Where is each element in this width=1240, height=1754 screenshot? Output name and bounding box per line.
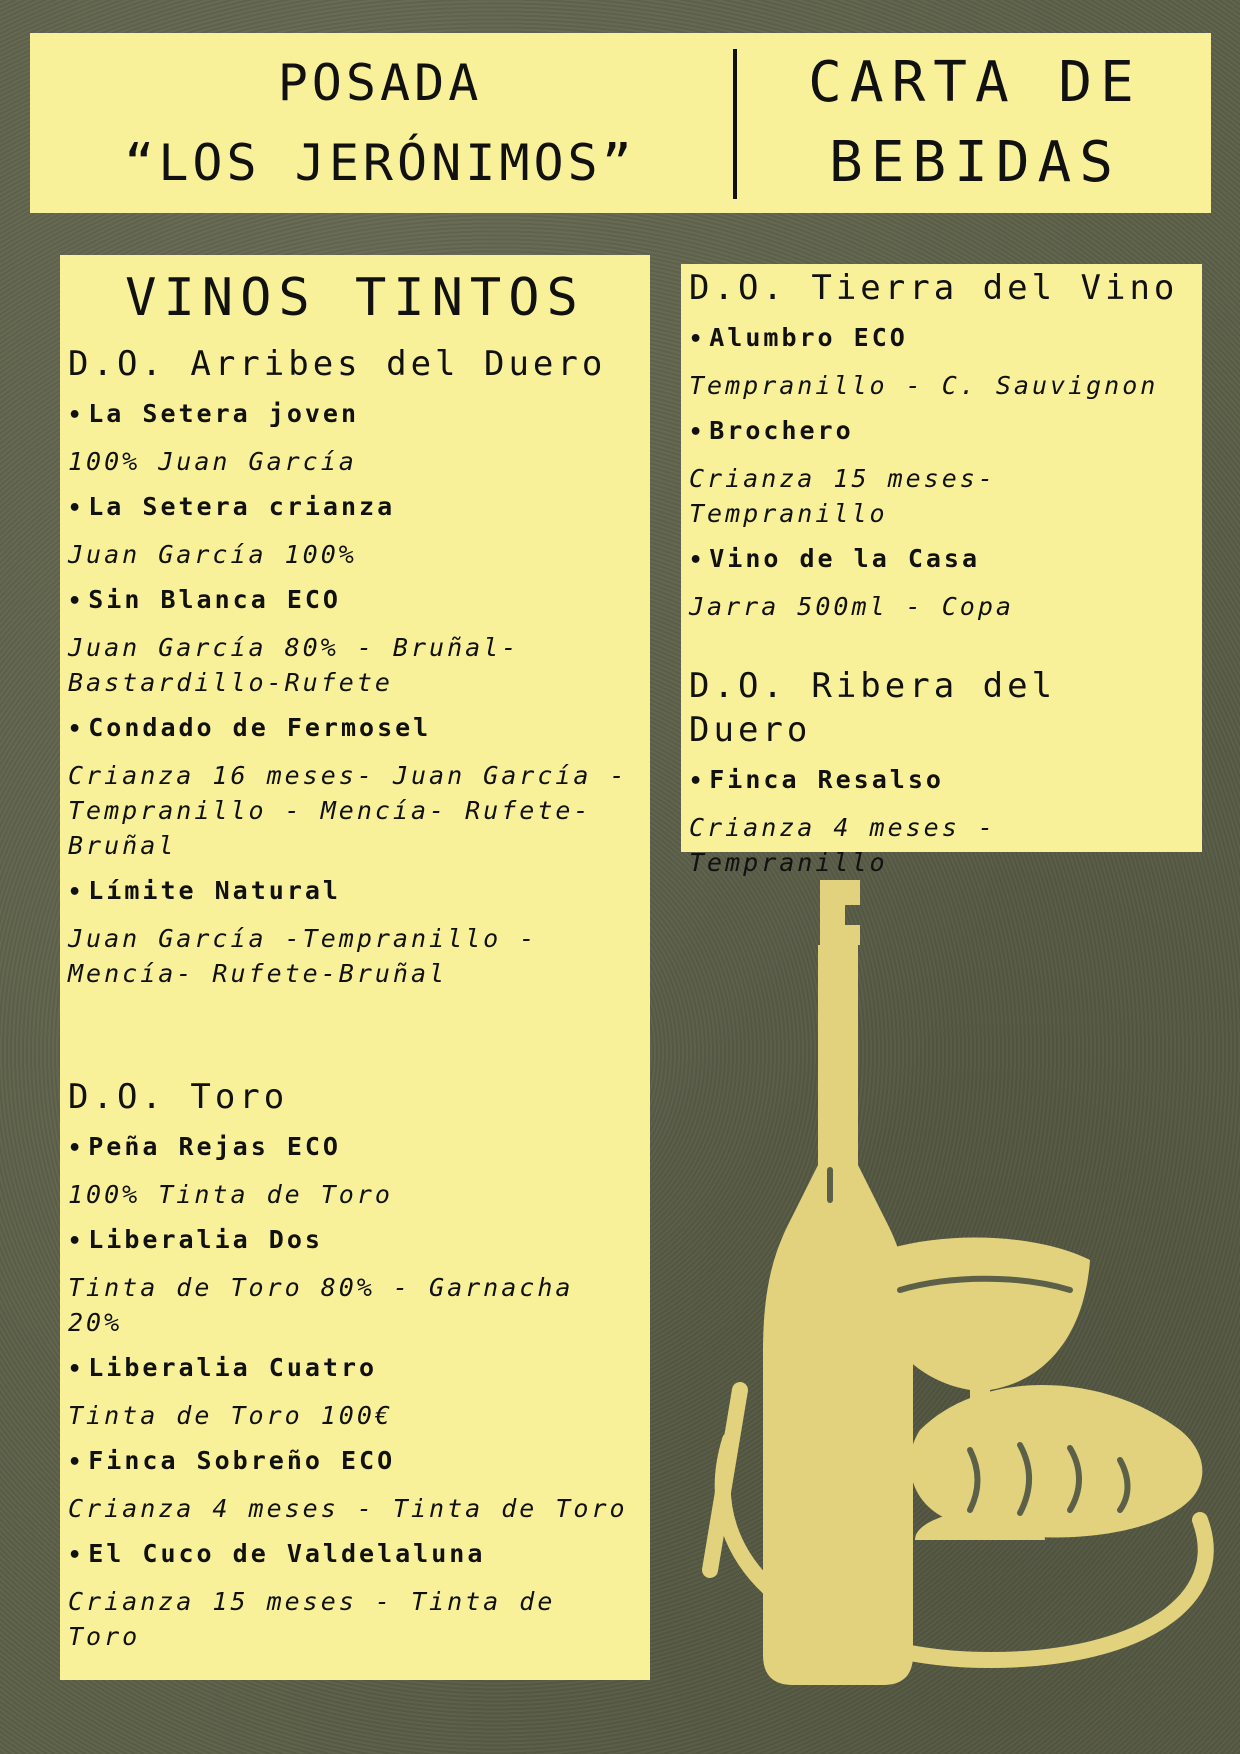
section-title: D.O. Tierra del Vino	[689, 268, 1179, 308]
wine-name: • La Setera joven	[68, 399, 360, 428]
bullet-icon: •	[68, 1229, 85, 1254]
wine-name: • Condado de Fermosel	[68, 713, 432, 742]
section-title: D.O. Ribera del Duero	[689, 666, 1057, 750]
wine-item	[68, 398, 642, 479]
wine-item	[68, 1352, 642, 1433]
bullet-icon: •	[68, 496, 85, 521]
wine-name: • Peña Rejas ECO	[68, 1132, 341, 1161]
bullet-icon: •	[689, 769, 706, 794]
wine-item	[689, 415, 1194, 531]
wine-item	[689, 764, 1194, 880]
wine-name: • Brochero	[689, 416, 854, 445]
wine-name: • Finca Sobreño ECO	[68, 1446, 396, 1475]
bullet-icon: •	[68, 717, 85, 742]
section-tierra-del-vino	[689, 266, 1194, 624]
bullet-icon: •	[689, 420, 706, 445]
wine-name: • La Setera crianza	[68, 492, 396, 521]
section-ribera-del-duero	[689, 664, 1194, 880]
wine-name: • El Cuco de Valdelaluna	[68, 1539, 486, 1568]
wine-name: • Límite Natural	[68, 876, 341, 905]
wine-item	[689, 543, 1194, 624]
bullet-icon: •	[68, 1357, 85, 1382]
bullet-icon: •	[689, 548, 706, 573]
wine-item	[68, 1224, 642, 1340]
wine-description: Crianza 15 meses-Tempranillo	[689, 464, 996, 528]
wine-name: • Alumbro ECO	[689, 323, 908, 352]
bullet-icon: •	[68, 1450, 85, 1475]
red-wines-panel	[60, 255, 650, 1680]
wine-description: Jarra 500ml - Copa	[689, 592, 1014, 621]
restaurant-name	[30, 33, 730, 213]
bullet-icon: •	[689, 327, 706, 352]
bullet-icon: •	[68, 403, 85, 428]
wine-item	[68, 1538, 642, 1654]
other-wines-panel	[681, 264, 1202, 877]
wine-bottle-glass-icon	[670, 870, 1230, 1730]
section-arribes	[68, 342, 642, 991]
menu-header	[30, 33, 1211, 213]
red-wines-title: VINOS TINTOS	[125, 268, 585, 328]
bullet-icon: •	[68, 1543, 85, 1568]
bullet-icon: •	[68, 880, 85, 905]
wine-description: Tinta de Toro 100€	[68, 1401, 393, 1430]
section-title: D.O. Arribes del Duero	[68, 344, 607, 384]
wine-item	[68, 1131, 642, 1212]
wine-description: Juan García 80% - Bruñal-Bastardillo-Rufete	[68, 633, 520, 697]
wine-description: Tempranillo - C. Sauvignon	[689, 371, 1159, 400]
menu-title-line2: BEBIDAS	[828, 130, 1121, 195]
restaurant-name-line2: “LOS JERÓNIMOS”	[124, 134, 636, 192]
menu-title	[765, 33, 1185, 213]
wine-item	[68, 712, 642, 863]
bullet-icon: •	[68, 589, 85, 614]
header-divider	[733, 49, 737, 199]
wine-item	[68, 584, 642, 700]
wine-description: Crianza 16 meses- Juan García - Tempranillo - Mencía- Rufete-Bruñal	[68, 761, 628, 860]
restaurant-name-line1: POSADA	[277, 54, 483, 112]
wine-description: Tinta de Toro 80% - Garnacha 20%	[68, 1273, 574, 1337]
menu-title-line1: CARTA DE	[808, 50, 1142, 115]
wine-description: Crianza 15 meses - Tinta de Toro	[68, 1587, 556, 1651]
wine-name: • Finca Resalso	[689, 765, 944, 794]
section-toro	[68, 1075, 642, 1654]
wine-item	[689, 322, 1194, 403]
wine-description: Juan García -Tempranillo - Mencía- Rufete-Bruñal	[68, 924, 538, 988]
wine-description: Crianza 4 meses - Tempranillo	[689, 813, 996, 877]
bullet-icon: •	[68, 1136, 85, 1161]
wine-description: 100% Juan García	[68, 447, 357, 476]
wine-item	[68, 875, 642, 991]
wine-description: 100% Tinta de Toro	[68, 1180, 393, 1209]
wine-description: Juan García 100%	[68, 540, 357, 569]
wine-name: • Liberalia Cuatro	[68, 1353, 378, 1382]
wine-name: • Sin Blanca ECO	[68, 585, 341, 614]
wine-description: Crianza 4 meses - Tinta de Toro	[68, 1494, 628, 1523]
wine-item	[68, 1445, 642, 1526]
wine-name: • Vino de la Casa	[689, 544, 981, 573]
wine-item	[68, 491, 642, 572]
wine-name: • Liberalia Dos	[68, 1225, 323, 1254]
section-title: D.O. Toro	[68, 1077, 289, 1117]
